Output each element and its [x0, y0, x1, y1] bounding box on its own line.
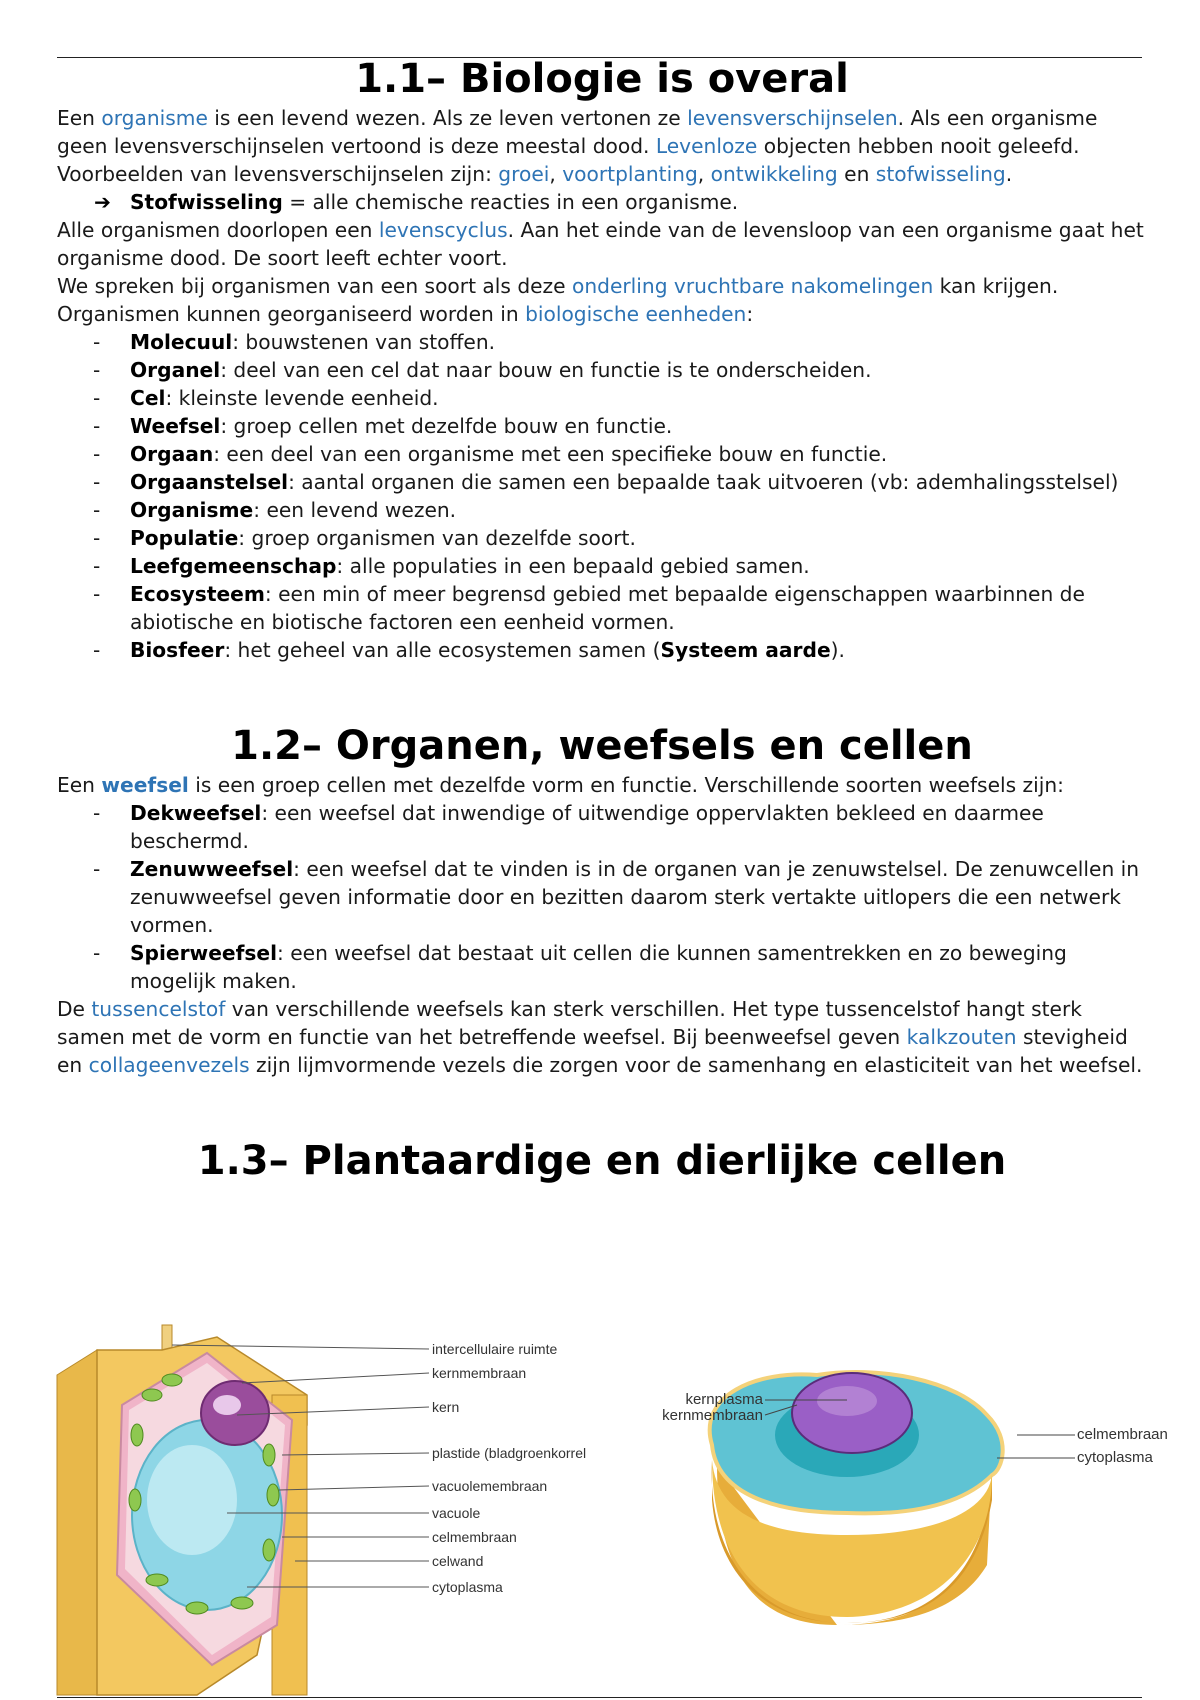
animal-label: kernplasma	[685, 1391, 763, 1408]
list-item: - Dekweefsel: een weefsel dat inwendige of uitwendige oppervlakten bekleed en daarmee beschermd.	[57, 799, 1147, 855]
list-item: - Populatie: groep organismen van dezelfde soort.	[57, 524, 1147, 552]
plant-label: kern	[432, 1399, 460, 1415]
bottom-rule	[57, 1697, 1142, 1698]
paragraph-levenscyclus: Alle organismen doorlopen een levenscyclus. Aan het einde van de levensloop van een organisme gaat het organisme dood. De soort leeft echter voort.	[57, 218, 1144, 270]
animal-label: cytoplasma	[1077, 1449, 1153, 1466]
plant-label: vacuole	[432, 1505, 481, 1521]
plant-label: celwand	[432, 1553, 484, 1569]
list-biologische-eenheden	[57, 328, 1147, 664]
list-item: - Weefsel: groep cellen met dezelfde bouw en functie.	[57, 412, 1147, 440]
list-item: - Orgaan: een deel van een organisme met een specifieke bouw en functie.	[57, 440, 1147, 468]
cell-figures	[57, 1325, 1168, 1695]
list-item: - Organisme: een levend wezen.	[57, 496, 1147, 524]
heading-1-1: 1.1– Biologie is overal	[355, 56, 849, 102]
heading-1-2: 1.2– Organen, weefsels en cellen	[231, 723, 973, 769]
heading-1-3: 1.3– Plantaardige en dierlijke cellen	[197, 1138, 1007, 1184]
list-item: - Organel: deel van een cel dat naar bouw en functie is te onderscheiden.	[57, 356, 1147, 384]
plant-cell-illustration	[57, 1325, 307, 1695]
arrow-right-icon: ➔	[94, 190, 111, 214]
paragraph-weefsel: Een weefsel is een groep cellen met dezelfde vorm en functie. Verschillende soorten weefsels zijn:	[57, 773, 1064, 797]
plant-label: kernmembraan	[432, 1365, 527, 1381]
paragraph-organisme: Een organisme is een levend wezen. Als ze leven vertonen ze levensverschijnselen. Als een organisme geen levensverschijnselen vertoond is deze meestal dood. Levenloze objecten hebben nooit geleefd. Voorbeelden van levensverschijnselen zijn: groei, voortplanting, ontwikkeling en stofwisseling.	[57, 106, 1098, 186]
plant-label: celmembraan	[432, 1529, 517, 1545]
list-item: - Ecosysteem: een min of meer begrensd gebied met bepaalde eigenschappen waarbinnen de abiotische en biotische factoren een eenheid vormen.	[57, 580, 1147, 636]
list-item: - Spierweefsel: een weefsel dat bestaat uit cellen die kunnen samentrekken en zo beweging mogelijk maken.	[57, 939, 1147, 995]
list-weefsels	[57, 799, 1147, 995]
plant-label: vacuolemembraan	[432, 1478, 548, 1494]
plant-label: intercellulaire ruimte	[432, 1341, 558, 1357]
list-item: - Biosfeer: het geheel van alle ecosystemen samen (Systeem aarde).	[57, 636, 1147, 664]
paragraph-tussencelstof: De tussencelstof van verschillende weefsels kan sterk verschillen. Het type tussencelstof hangt sterk samen met de vorm en functie van het betreffende weefsel. Bij beenweefsel geven kalkzouten stevigheid en collageenvezels zijn lijmvormende vezels die zorgen voor de samenhang en elasticiteit van het weefsel.	[57, 997, 1143, 1077]
plant-label: plastide (bladgroenkorrel	[432, 1445, 587, 1461]
definition-stofwisseling: ➔ Stofwisseling = alle chemische reacties in een organisme.	[94, 190, 739, 214]
list-item: - Zenuwweefsel: een weefsel dat te vinden is in de organen van je zenuwstelsel. De zenuwcellen in zenuwweefsel geven informatie door en bezitten daarom sterk vertakte uitlopers die een netwerk vormen.	[57, 855, 1147, 939]
plant-labels	[432, 1341, 586, 1595]
list-item: - Orgaanstelsel: aantal organen die samen een bepaalde taak uitvoeren (vb: ademhalingsstelsel)	[57, 468, 1147, 496]
list-item: - Cel: kleinste levende eenheid.	[57, 384, 1147, 412]
document-body	[57, 54, 1147, 1186]
paragraph-soort: We spreken bij organismen van een soort als deze onderling vruchtbare nakomelingen kan krijgen.	[57, 274, 1059, 298]
paragraph-biologische-eenheden: Organismen kunnen georganiseerd worden in biologische eenheden:	[57, 302, 754, 326]
animal-label: kernmembraan	[662, 1407, 763, 1424]
animal-label: celmembraan	[1077, 1426, 1168, 1443]
list-item: - Leefgemeenschap: alle populaties in een bepaald gebied samen.	[57, 552, 1147, 580]
cell-diagrams	[57, 1325, 1168, 1695]
list-item: - Molecuul: bouwstenen van stoffen.	[57, 328, 1147, 356]
plant-label: cytoplasma	[432, 1579, 503, 1595]
